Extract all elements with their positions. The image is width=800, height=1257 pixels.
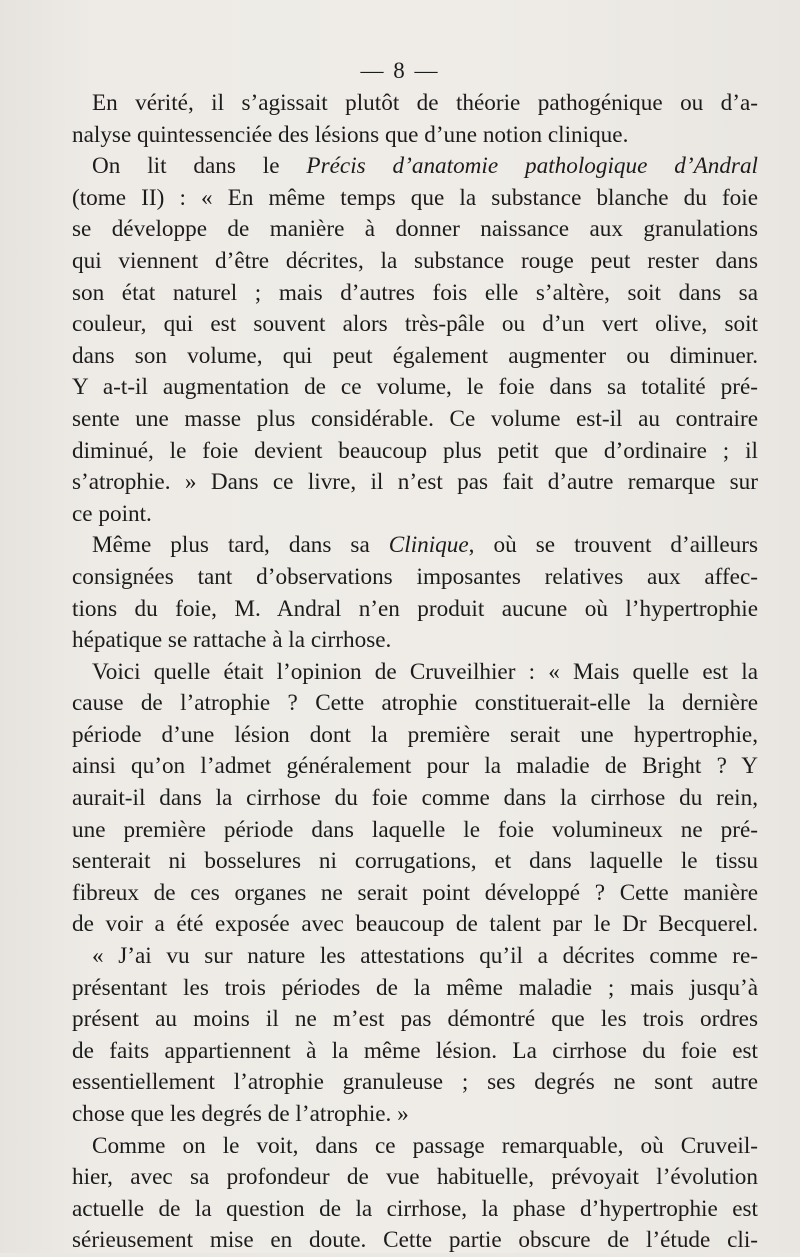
text-run: qui viennent d’être décrites, la substance rouge peut rester dans — [72, 247, 758, 274]
text-line — [72, 530, 758, 562]
text-run: « J’ai vu sur nature les attestations qu’il a décrites comme re- — [92, 943, 758, 970]
text-line — [72, 941, 758, 973]
text-line — [72, 1036, 758, 1068]
text-line — [72, 751, 758, 783]
text-run: diminué, le foie devient beaucoup plus petit que d’ordinaire ; il — [72, 437, 758, 464]
text-run: essentiellement l’atrophie granuleuse ; ses degrés ne sont autre — [72, 1069, 758, 1096]
text-line — [72, 436, 758, 468]
text-line — [72, 183, 758, 215]
text-run: sérieusement mise en doute. Cette partie obscure de l’étude cli- — [72, 1227, 758, 1254]
text-line — [72, 372, 758, 404]
text-line — [72, 973, 758, 1005]
text-run: de voir a été exposée avec beaucoup de talent par le Dr Becquerel. — [72, 911, 758, 938]
text-run: de faits appartiennent à la même lésion. La cirrhose du foie est — [72, 1037, 758, 1064]
page-number: — 8 — — [360, 58, 440, 83]
text-run: ainsi qu’on l’admet généralement pour la maladie de Bright ? Y — [72, 753, 758, 780]
text-run: son état naturel ; mais d’autres fois elle s’altère, soit dans sa — [72, 279, 758, 306]
text-run: tions du foie, M. Andral n’en produit aucune où l’hypertrophie — [72, 595, 758, 622]
text-run: actuelle de la question de la cirrhose, la phase d’hypertrophie est — [72, 1195, 758, 1222]
paragraph — [72, 941, 758, 1131]
text-run: senterait ni bosselures ni corrugations, et dans laquelle le tissu — [72, 848, 758, 875]
text-run: hépatique se rattache à la cirrhose. — [72, 627, 392, 654]
text-line — [72, 214, 758, 246]
text-run: couleur, qui est souvent alors très-pâle ou d’un vert olive, soit — [72, 311, 758, 338]
text-run: fibreux de ces organes ne serait point développé ? Cette manière — [72, 879, 758, 906]
text-run: Y a-t-il augmentation de ce volume, le foie dans sa totalité pré- — [72, 374, 758, 401]
text-run: période d’une lésion dont la première serait une hypertrophie, — [72, 721, 758, 748]
italic-title: Clinique — [388, 532, 469, 559]
text-line — [72, 278, 758, 310]
paragraph — [72, 530, 758, 656]
text-line — [72, 688, 758, 720]
text-run: chose que les degrés de l’atrophie. » — [72, 1101, 409, 1127]
text-line — [72, 815, 758, 847]
text-line — [72, 1099, 758, 1131]
text-line — [72, 657, 758, 689]
text-line — [72, 878, 758, 910]
text-run: se développe de manière à donner naissance aux granulations — [72, 216, 758, 243]
text-line — [72, 1194, 758, 1226]
text-line — [72, 562, 758, 594]
text-run: s’atrophie. » Dans ce livre, il n’est pas fait d’autre remarque sur — [72, 469, 758, 496]
text-line — [72, 499, 758, 531]
text-line — [72, 783, 758, 815]
text-run: Comme on le voit, dans ce passage remarquable, où Cruveil- — [92, 1132, 758, 1159]
paragraph — [72, 657, 758, 941]
text-run: hier, avec sa profondeur de vue habituelle, prévoyait l’évolution — [72, 1164, 758, 1191]
text-run: sente une masse plus considérable. Ce volume est-il au contraire — [72, 405, 758, 432]
text-line — [72, 625, 758, 657]
text-run: (tome II) : « En même temps que la substance blanche du foie — [72, 184, 758, 211]
paragraph — [72, 88, 758, 151]
text-line — [72, 467, 758, 499]
body-text — [72, 88, 758, 1257]
text-line — [72, 88, 758, 120]
text-run: présentant les trois périodes de la même maladie ; mais jusqu’à — [72, 974, 758, 1001]
text-run: , où se trouvent d’ailleurs — [468, 532, 758, 559]
text-line — [72, 1162, 758, 1194]
text-run: Même plus tard, dans sa — [92, 532, 389, 559]
text-line — [72, 1067, 758, 1099]
text-run: aurait-il dans la cirrhose du foie comme dans la cirrhose du rein, — [72, 785, 758, 812]
text-line — [72, 120, 758, 152]
text-run: dans son volume, qui peut également augmenter ou diminuer. — [72, 342, 758, 369]
text-line — [72, 404, 758, 436]
text-line — [72, 341, 758, 373]
text-line — [72, 594, 758, 626]
text-run: ce point. — [72, 500, 152, 527]
text-run: consignées tant d’observations imposantes relatives aux affec- — [72, 563, 758, 590]
text-line — [72, 309, 758, 341]
paragraph — [72, 1131, 758, 1257]
text-line — [72, 1004, 758, 1036]
text-line — [72, 1131, 758, 1163]
text-run: une première période dans laquelle le foie volumineux ne pré- — [72, 816, 758, 843]
text-line — [72, 846, 758, 878]
text-run: nalyse quintessenciée des lésions que d’une notion clinique. — [72, 121, 629, 148]
text-line — [72, 246, 758, 278]
text-run: Voici quelle était l’opinion de Cruveilhier : « Mais quelle est la — [92, 658, 758, 685]
text-run: On lit dans le — [92, 153, 307, 180]
text-run: cause de l’atrophie ? Cette atrophie constituerait-elle la dernière — [72, 690, 758, 717]
text-line — [72, 909, 758, 941]
text-line — [72, 151, 758, 183]
paragraph — [72, 151, 758, 530]
text-line — [72, 1225, 758, 1257]
text-run: En vérité, il s’agissait plutôt de théorie pathogénique ou d’a- — [92, 90, 758, 116]
text-run: présent au moins il ne m’est pas démontré que les trois ordres — [72, 1006, 758, 1033]
text-line — [72, 720, 758, 752]
italic-title: Précis d’anatomie pathologique d’Andral — [306, 153, 758, 180]
